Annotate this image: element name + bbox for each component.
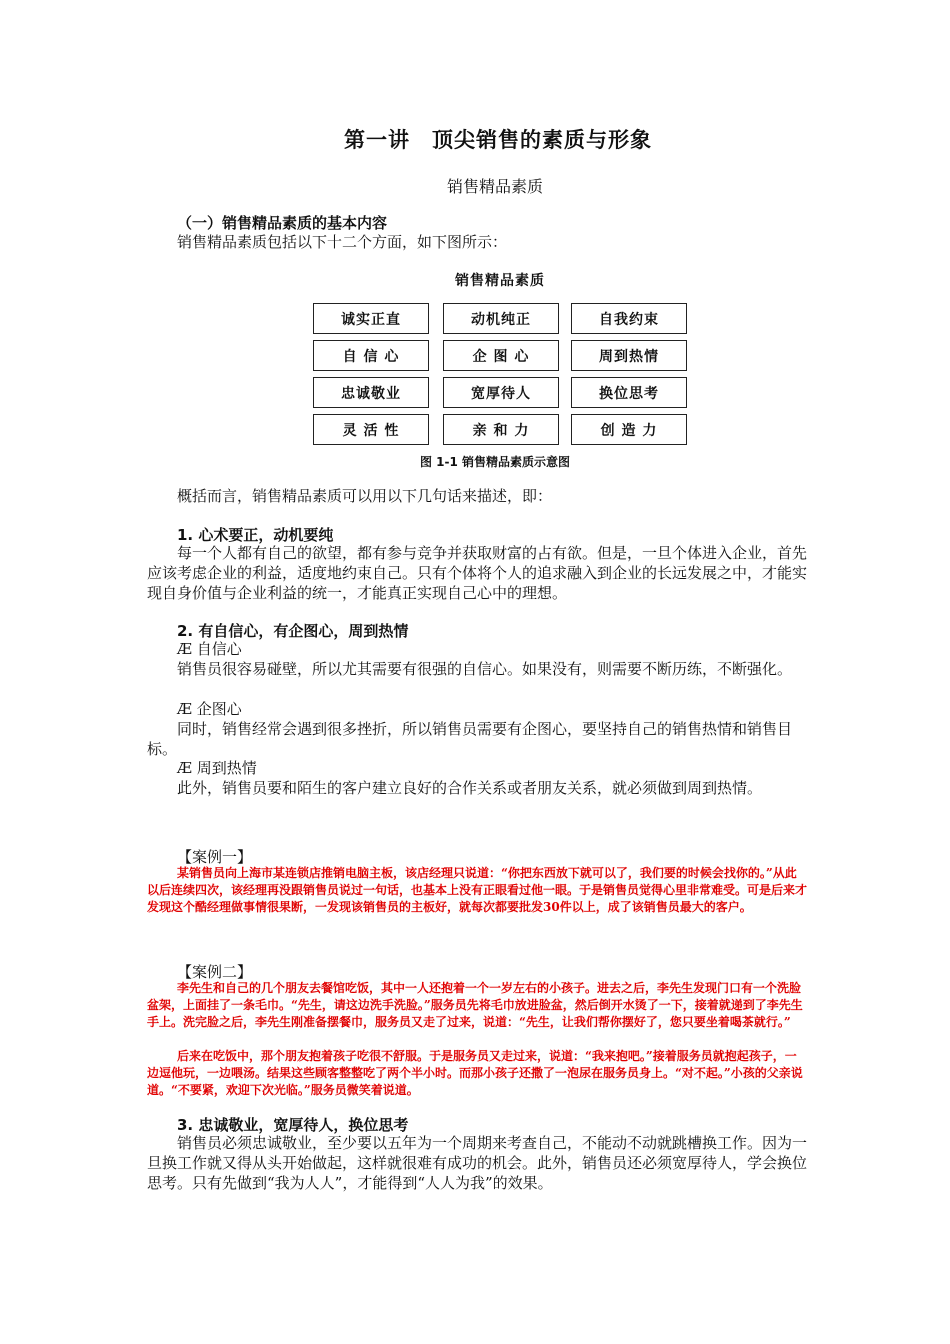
quality-cell: 周到热情 [571, 340, 687, 371]
page-subtitle: 销售精品素质 [446, 177, 543, 196]
point2-text3: 此外，销售员要和陌生的客户建立良好的合作关系或者朋友关系，就必须做到周到热情。 [177, 779, 763, 797]
point1-text: 每一个人都有自己的欲望，都有参与竞争并获取财富的占有欲。但是，一旦个体进入企业，首先应该考虑企业的利益，适度地约束自己。只有个体将个人的追求融入到企业的长远发展之中，才能实现自身价值与企业利益的统一，才能真正实现自己心中的理想。 [147, 544, 808, 602]
case2-text2: 后来在吃饭中，那个朋友抱着孩子吃很不舒服。于是服务员又走过来，说道：“我来抱吧。”接着服务员就抱起孩子，一边逗他玩，一边喂汤。结果这些顾客整整吃了两个半小时。而那小孩子还撒了一泡尿在服务员身上。“对不起。”小孩的父亲说道。“不要紧，欢迎下次光临。”服务员微笑着说道。 [147, 1049, 803, 1097]
bullet-self-confidence: Æ 自信心 [177, 640, 242, 658]
quality-cell: 创 造 力 [571, 414, 687, 445]
point1-heading: 1. 心术要正，动机要纯 [177, 526, 334, 544]
point2-text1: 销售员很容易碰壁，所以尤其需要有很强的自信心。如果没有，则需要不断历练，不断强化。 [177, 660, 793, 678]
intro-text: 销售精品素质包括以下十二个方面，如下图所示： [177, 233, 508, 251]
case2-heading: 【案例二】 [177, 963, 253, 981]
case2-text1: 李先生和自己的几个朋友去餐馆吃饭，其中一人还抱着一个一岁左右的小孩子。进去之后，李先生发现门口有一个洗脸盆架，上面挂了一条毛巾。“先生，请这边洗手洗脸。”服务员先将毛巾放进脸盆，然后倒开水烫了一下，接着就递到了李先生手上。洗完脸之后，李先生刚准备摆餐巾，服务员又走了过来，说道：“先生，让我们帮你摆好了，您只要坐着喝茶就行。” [147, 981, 803, 1029]
bullet-ambition: Æ 企图心 [177, 700, 242, 718]
quality-cell: 宽厚待人 [443, 377, 559, 408]
case1-heading: 【案例一】 [177, 848, 253, 866]
point2-heading: 2. 有自信心，有企图心，周到热情 [177, 622, 409, 640]
summary-text: 概括而言，销售精品素质可以用以下几句话来描述，即： [177, 487, 553, 505]
page-title: 第一讲 顶尖销售的素质与形象 [344, 128, 652, 152]
quality-cell: 自我约束 [571, 303, 687, 334]
section-heading: （一）销售精品素质的基本内容 [177, 214, 388, 232]
quality-cell: 灵 活 性 [313, 414, 429, 445]
qualities-grid [313, 303, 691, 447]
figure-caption: 图 1-1 销售精品素质示意图 [419, 455, 571, 469]
quality-cell: 换位思考 [571, 377, 687, 408]
point3-text: 销售员必须忠诚敬业，至少要以五年为一个周期来考查自己，不能动不动就跳槽换工作。因为一旦换工作就又得从头开始做起，这样就很难有成功的机会。此外，销售员还必须宽厚待人，学会换位思考。只有先做到“我为人人”，才能得到“人人为我”的效果。 [147, 1134, 808, 1192]
quality-cell: 忠诚敬业 [313, 377, 429, 408]
bullet-warmth: Æ 周到热情 [177, 759, 257, 777]
point3-heading: 3. 忠诚敬业，宽厚待人，换位思考 [177, 1116, 409, 1134]
case1-text: 某销售员向上海市某连锁店推销电脑主板，该店经理只说道：“你把东西放下就可以了，我们要的时候会找你的。”从此以后连续四次，该经理再没跟销售员说过一句话，也基本上没有正眼看过他一眼。于是销售员觉得心里非常难受。可是后来才发现这个酷经理做事情很果断，一发现该销售员的主板好，就每次都要批发30件以上，成了该销售员最大的客户。 [147, 866, 808, 914]
quality-cell: 自 信 心 [313, 340, 429, 371]
quality-cell: 诚实正直 [313, 303, 429, 334]
quality-cell: 动机纯正 [443, 303, 559, 334]
quality-cell: 亲 和 力 [443, 414, 559, 445]
figure-title: 销售精品素质 [455, 273, 545, 289]
point2-text2: 同时，销售经常会遇到很多挫折，所以销售员需要有企图心，要坚持自己的销售热情和销售目标。 [147, 720, 793, 758]
quality-cell: 企 图 心 [443, 340, 559, 371]
